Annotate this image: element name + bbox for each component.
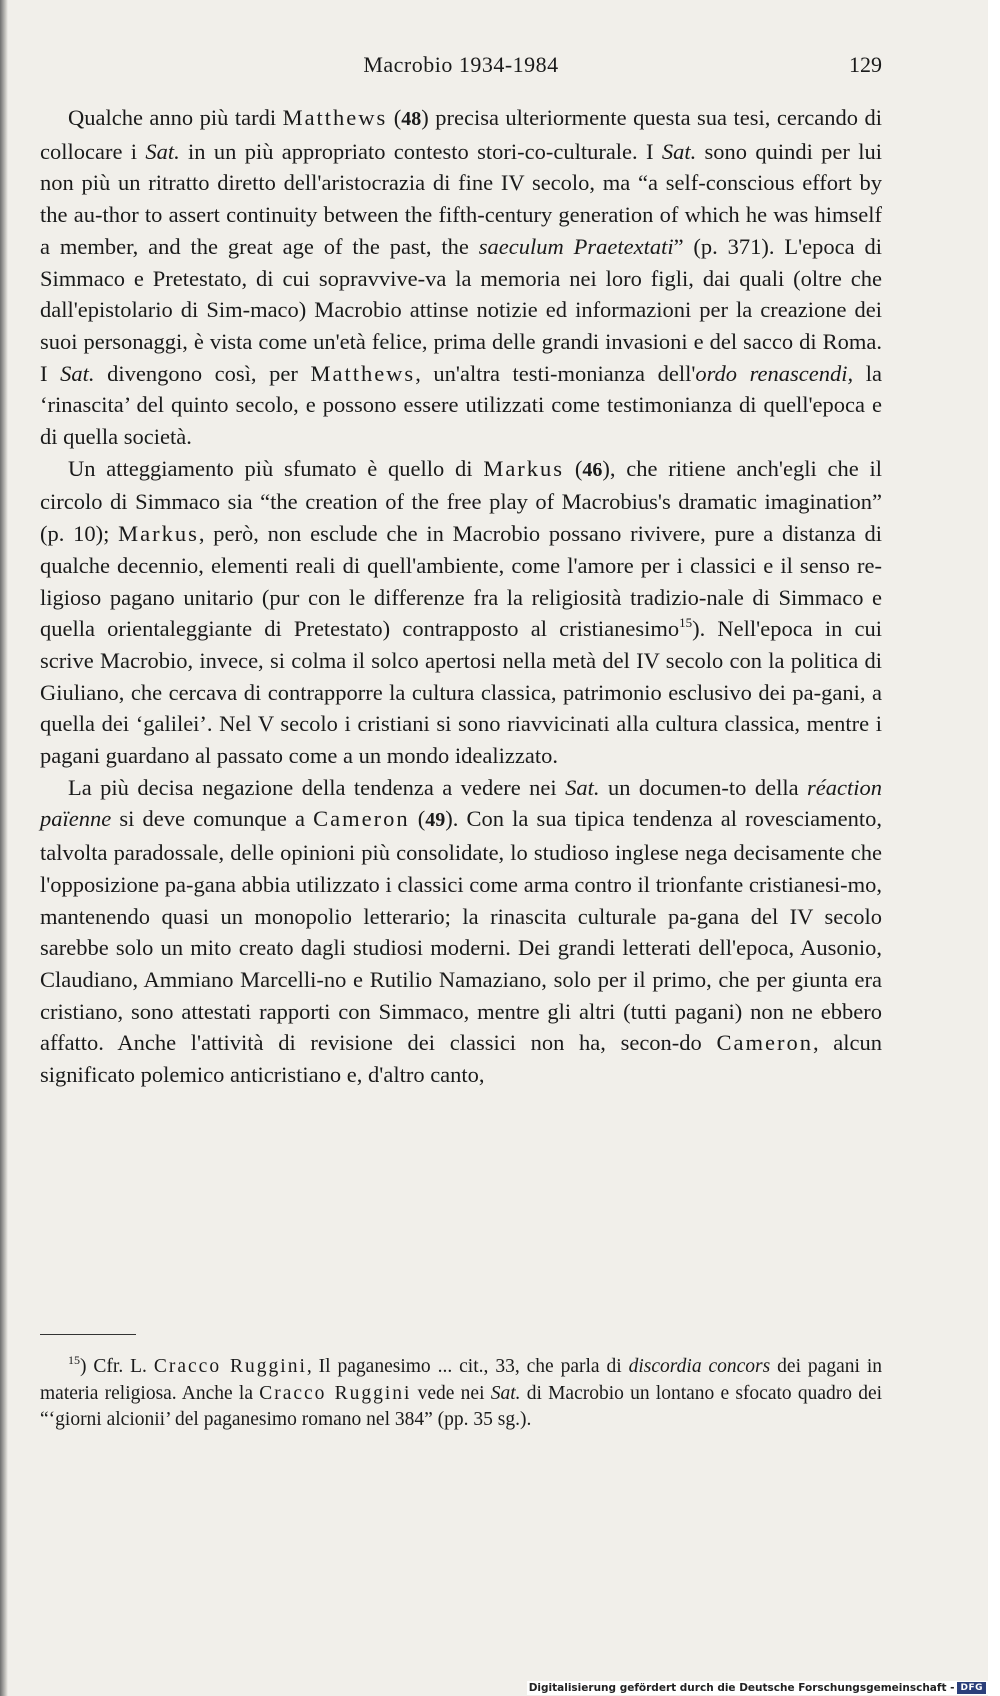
- author-name: Cracco Ruggini: [153, 1356, 307, 1377]
- body-text: [40, 102, 882, 1091]
- author-name: Cameron: [716, 1030, 813, 1056]
- italic-run: Sat.: [60, 360, 95, 386]
- italic-run: ordo renascendi,: [695, 360, 854, 386]
- paragraph-1: Qualche anno più tardi Matthews (48) precisa ulteriormente questa sua tesi, cercando di collocare i Sat. in un più appropriato contesto stori-co-culturale. I Sat. sono quindi per lui non più un ritratto diretto dell'aristocrazia di fine IV secolo, ma “a self-conscious effort by the au-thor to assert continuity between the fifth-century generation of which he was himself a member, and the great age of the past, the saeculum Praetextati” (p. 371). L'epoca di Simmaco e Pretestato, di cui sopravvive-va la memoria nei loro figli, dai quali (oltre che dall'epistolario di Sim-maco) Macrobio attinse notizie ed informazioni per la creazione dei suoi personaggi, è vista come un'età felice, prima delle grandi invasioni e del sacco di Roma. I Sat. divengono così, per Matthews, un'altra testi-monianza dell'ordo renascendi, la ‘rinascita’ del quinto secolo, e possono essere utilizzati come testimonianza di quell'epoca e di quella società.: [40, 105, 882, 450]
- bibliography-ref: 48: [401, 108, 422, 130]
- running-head: [40, 52, 882, 82]
- footnote-15: $^{15}$) Cfr. L. Cracco Ruggini, Il paganesimo ... cit., 33, che parla di discordia concors dei pagani in materia religiosa. Anche la Cracco Ruggini vede nei Sat. di Macrobio un lontano e sfocato quadro dei “‘giorni alcionii’ del paganesimo romano nel 384” (pp. 35 sg.).: [40, 1353, 883, 1431]
- digitization-credit: [527, 1681, 988, 1695]
- italic-run: Sat.: [661, 138, 697, 164]
- right-margin: [988, 0, 1000, 1696]
- paragraph-2: Un atteggiamento più sfumato è quello di Markus (46), che ritiene anch'egli che il circolo di Simmaco sia “the creation of the free play of Macrobius's dramatic imagination” (p. 10); Markus, però, non esclude che in Macrobio possano rivivere, pure a distanza di qualche decennio, elementi reali di quell'ambiente, come l'amore per i classici e il senso re-ligioso pagano unitario (pur con le differenze fra la religiosità tradizio-nale di Simmaco e quella orientaleggiante di Pretestato) contrapposto al cristianesimo$^{15}$). Nell'epoca in cui scrive Macrobio, invece, si colma il solco apertosi nella metà del IV secolo con la politica di Giuliano, che cercava di contrapporre la cultura classica, patrimonio esclusivo dei pa-gani, a quella dei ‘galilei’. Nel V secolo i cristiani si sono riavvicinati alla cultura classica, mentre i pagani guardano al passato come a un mondo idealizzato.: [40, 455, 883, 769]
- paragraph-3: La più decisa negazione della tendenza a vedere nei Sat. un documen-to della réaction païenne si deve comunque a Cameron (49). Con la sua tipica tendenza al rovesciamento, talvolta paradossale, delle opinioni più consolidate, lo studioso inglese nega decisamente che l'opposizione pa-gana abbia utilizzato i classici come arma contro il trionfante cristianesi-mo, mantenendo quasi un monopolio letterario; la rinascita culturale pa-gana del IV secolo sarebbe solo un mito creato dagli studiosi moderni. Dei grandi letterati dell'epoca, Ausonio, Claudiano, Ammiano Marcelli-no e Rutilio Namaziano, solo per il primo, che per giunta era cristiano, sono attestati rapporti con Simmaco, mentre gli altri (tutti pagani) non ne ebbero affatto. Anche l'attività di revisione dei classici non ha, secon-do Cameron, alcun significato polemico anticristiano e, d'altro canto,: [40, 774, 883, 1088]
- author-name: Cameron: [313, 806, 410, 832]
- italic-run: Sat.: [145, 138, 180, 164]
- author-name: Matthews: [310, 360, 416, 386]
- italic-run: réaction païenne: [40, 774, 883, 832]
- bibliography-ref: 49: [425, 809, 446, 832]
- author-name: Cracco Ruggini: [259, 1382, 412, 1404]
- bibliography-ref: 46: [582, 458, 603, 481]
- dfg-logo: DFG: [957, 1682, 986, 1694]
- author-name: Markus: [118, 521, 199, 547]
- author-name: Markus: [483, 455, 565, 481]
- running-title: Macrobio 1934-1984: [363, 52, 559, 77]
- page-number: 129: [849, 52, 882, 77]
- italic-run: Sat.: [565, 774, 600, 800]
- footnote-marker: 15: [68, 1353, 80, 1367]
- italic-run: saeculum Praetextati: [478, 233, 674, 259]
- footnote-rule: [40, 1334, 136, 1335]
- italic-run: Sat.: [490, 1382, 521, 1404]
- italic-run: discordia concors: [628, 1356, 771, 1377]
- binding-edge: [0, 0, 8, 1696]
- footnote-marker: 15: [679, 615, 693, 631]
- credit-text: Digitalisierung gefördert durch die Deutsche Forschungsgemeinschaft -: [528, 1682, 955, 1694]
- author-name: Matthews: [282, 105, 388, 130]
